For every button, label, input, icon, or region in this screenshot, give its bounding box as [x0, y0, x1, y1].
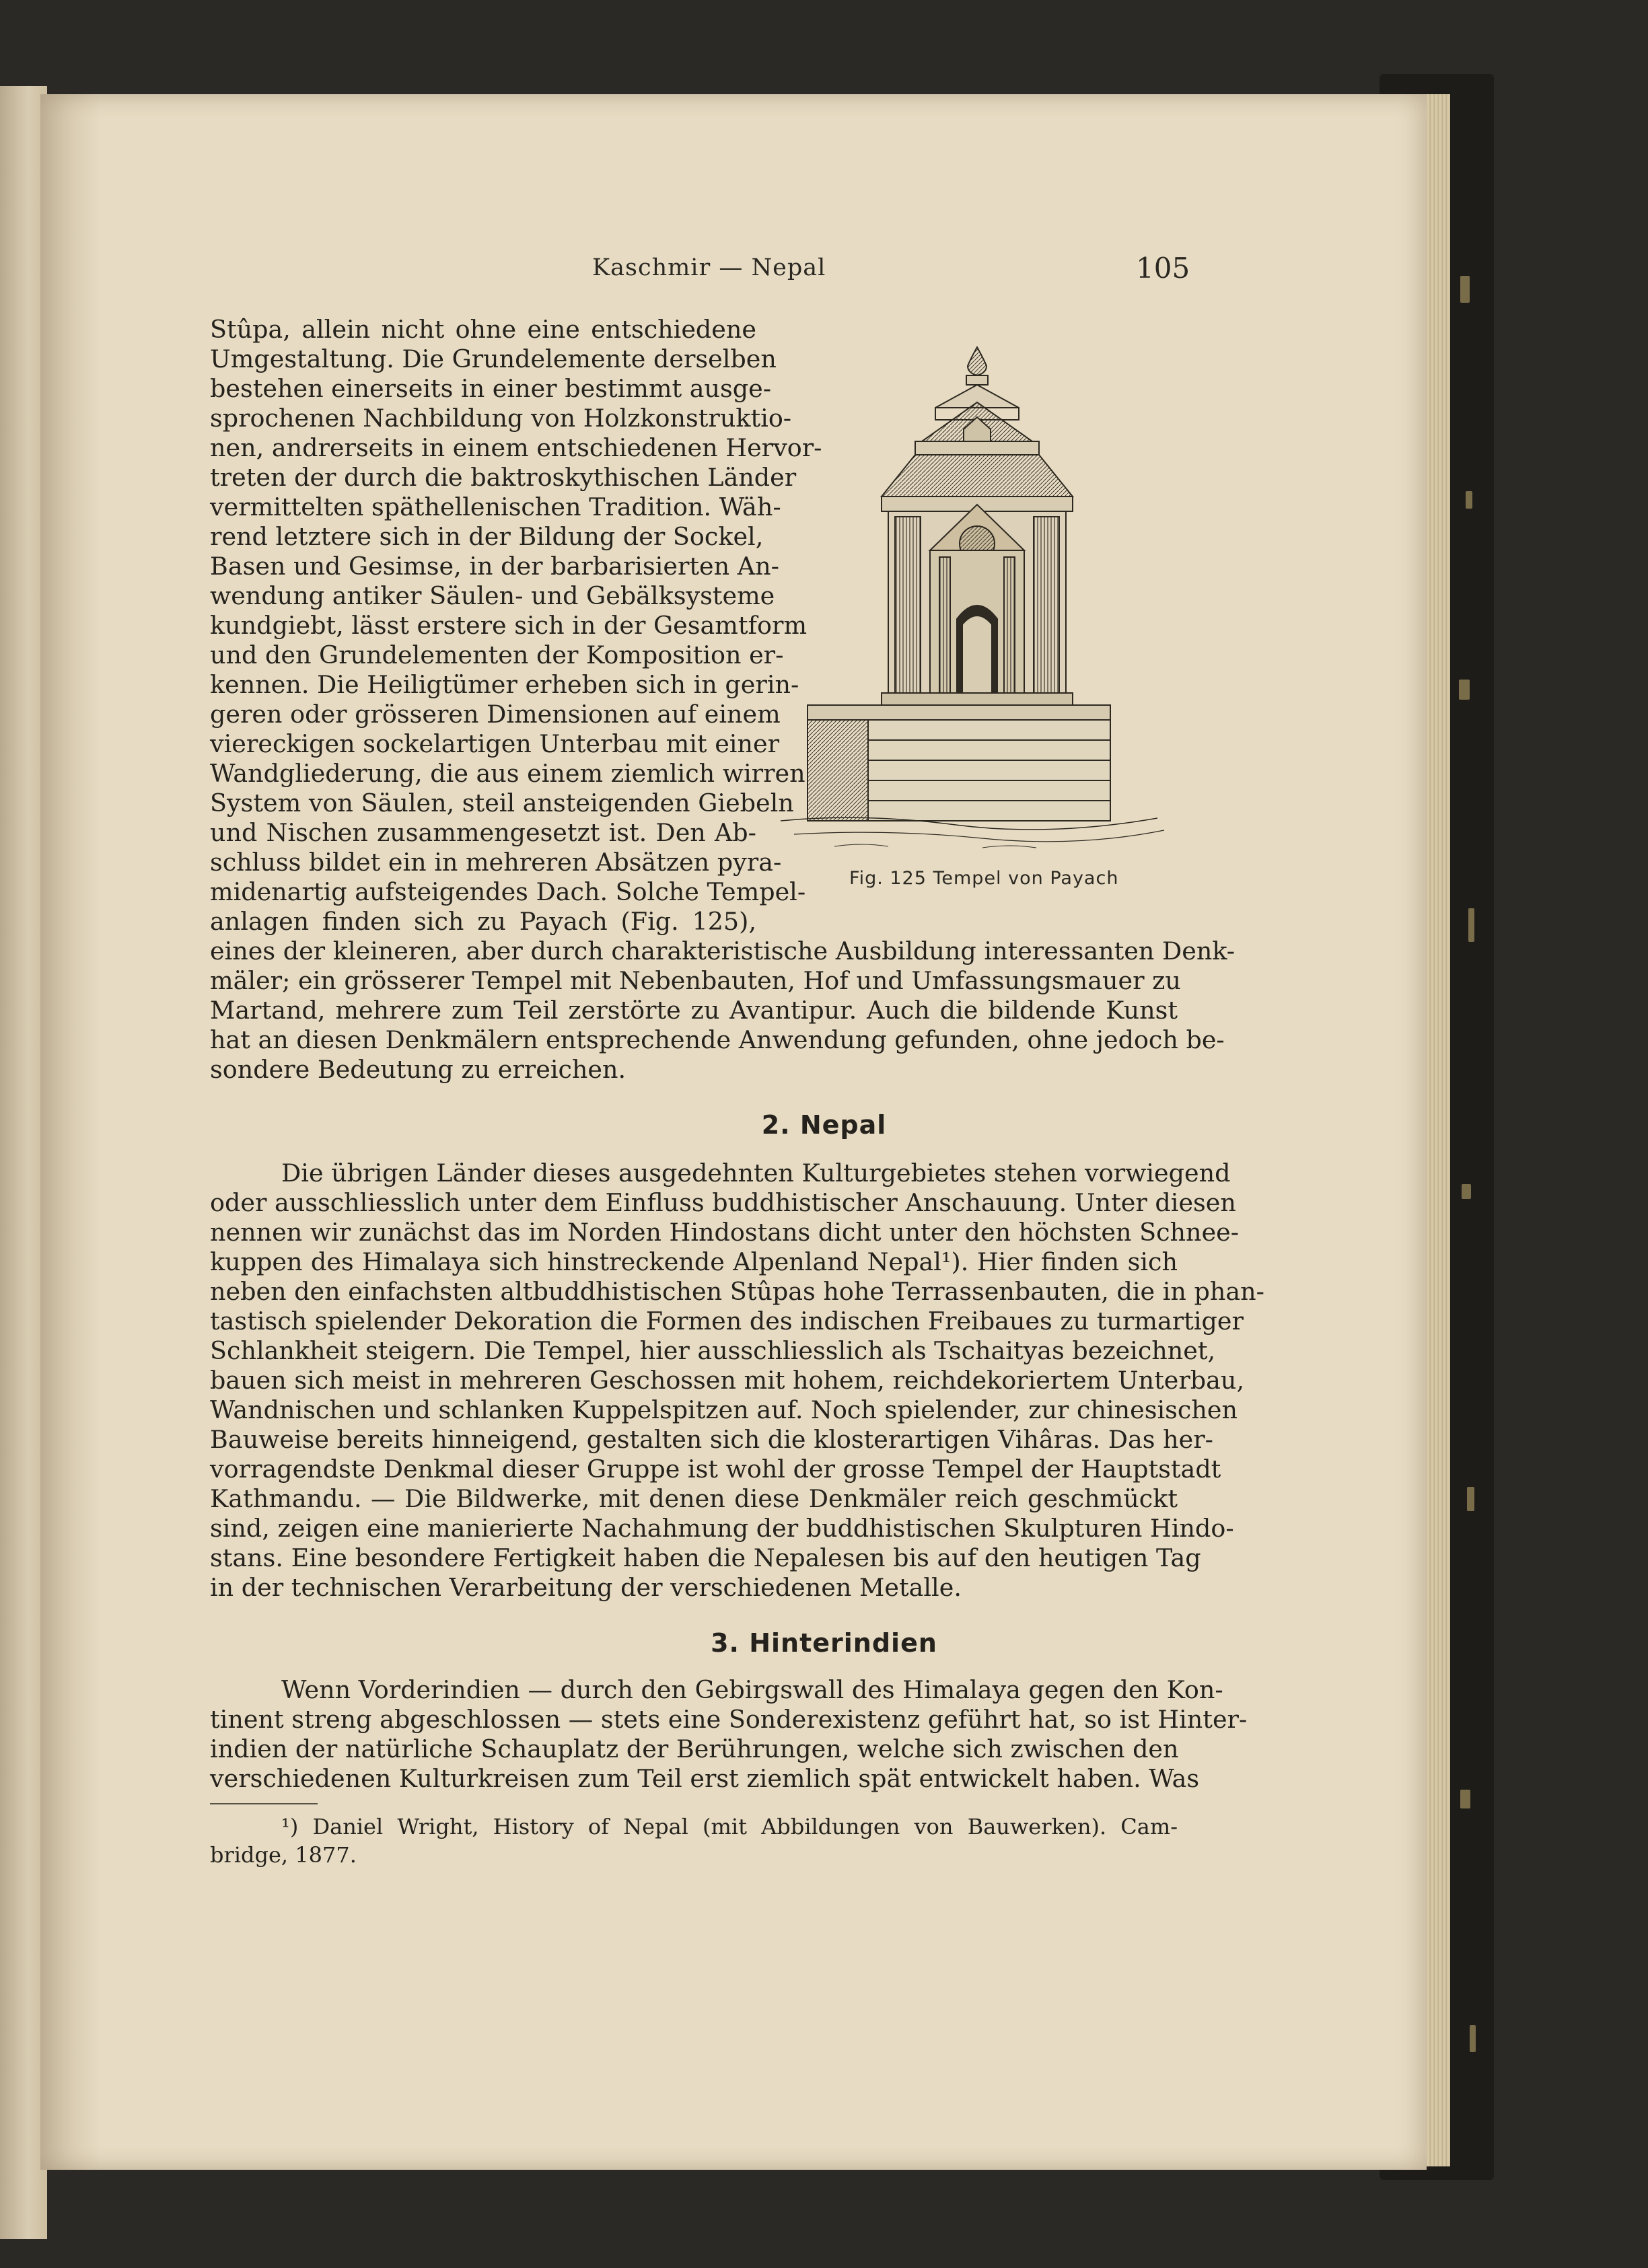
running-head-title: Kaschmir — Nepal — [592, 254, 826, 281]
page-number: 105 — [1136, 252, 1190, 285]
text-line: Umgestaltung. Die Grundelemente derselben — [210, 344, 777, 373]
section-heading-hinterindien: 3. Hinterindien — [711, 1628, 937, 1658]
text-line: nen, andrerseits in einem entschiedenen Hervor- — [210, 433, 822, 462]
text-line: indien der natürliche Schauplatz der Berührungen, welche sich zwischen den — [210, 1734, 1179, 1763]
text-line: kuppen des Himalaya sich hinstreckende Alpenland Nepal¹). Hier finden sich — [210, 1247, 1178, 1276]
text-line: bestehen einerseits in einer bestimmt ausge- — [210, 374, 772, 403]
text-line: rend letztere sich in der Bildung der Sockel, — [210, 522, 764, 551]
text-line: kundgiebt, lässt erstere sich in der Gesamtform — [210, 611, 808, 640]
text-line: midenartig aufsteigendes Dach. Solche Tempel- — [210, 877, 806, 906]
footnote-line: bridge, 1877. — [210, 1842, 357, 1868]
text-line: Martand, mehrere zum Teil zerstörte zu Avantipur. Auch die bildende Kunst — [210, 996, 1178, 1025]
text-line: viereckigen sockelartigen Unterbau mit einer — [210, 729, 780, 758]
text-line: in der technischen Verarbeitung der verschiedenen Metalle. — [210, 1573, 962, 1602]
section-heading-nepal: 2. Nepal — [761, 1110, 887, 1140]
text-line: sind, zeigen eine manierierte Nachahmung der buddhistischen Skulpturen Hindo- — [210, 1514, 1234, 1543]
text-line: mäler; ein grösserer Tempel mit Nebenbauten, Hof und Umfassungsmauer zu — [210, 966, 1181, 995]
text-line: Die übrigen Länder dieses ausgedehnten Kulturgebietes stehen vorwiegend — [281, 1159, 1231, 1187]
text-line: nennen wir zunächst das im Norden Hindostans dicht unter den höchsten Schnee- — [210, 1218, 1240, 1247]
text-line: System von Säulen, steil ansteigenden Giebeln — [210, 789, 794, 817]
text-line: stans. Eine besondere Fertigkeit haben die Nepalesen bis auf den heutigen Tag — [210, 1543, 1201, 1572]
text-line: und den Grundelementen der Komposition er- — [210, 641, 784, 669]
text-line: Wenn Vorderindien — durch den Gebirgswall des Himalaya gegen den Kon- — [281, 1675, 1223, 1704]
text-line: geren oder grösseren Dimensionen auf einem — [210, 700, 781, 729]
text-line: treten der durch die baktroskythischen Länder — [210, 463, 797, 492]
text-line: vorragendste Denkmal dieser Gruppe ist wohl der grosse Tempel der Hauptstadt — [210, 1455, 1221, 1484]
text-line: sprochenen Nachbildung von Holzkonstruktio- — [210, 404, 792, 433]
text-line: oder ausschliesslich unter dem Einfluss buddhistischer Anschauung. Unter diesen — [210, 1188, 1236, 1217]
footnote-line: ¹) Daniel Wright, History of Nepal (mit Abbildungen von Bauwerken). Cam- — [281, 1814, 1178, 1839]
text-line: anlagen finden sich zu Payach (Fig. 125), — [210, 907, 756, 936]
text-line: und Nischen zusammengesetzt ist. Den Ab- — [210, 818, 756, 847]
temple-illustration — [781, 328, 1178, 853]
text-line: Kathmandu. — Die Bildwerke, mit denen diese Denkmäler reich geschmückt — [210, 1484, 1178, 1513]
text-line: hat an diesen Denkmälern entsprechende Anwendung gefunden, ohne jedoch be- — [210, 1025, 1225, 1054]
text-line: Wandnischen und schlanken Kuppelspitzen auf. Noch spielender, zur chinesischen — [210, 1395, 1238, 1424]
text-line: verschiedenen Kulturkreisen zum Teil erst ziemlich spät entwickelt haben. Was — [210, 1764, 1200, 1793]
text-line: sondere Bedeutung zu erreichen. — [210, 1055, 626, 1084]
text-line: bauen sich meist in mehreren Geschossen mit hohem, reichdekoriertem Unterbau, — [210, 1366, 1245, 1395]
text-line: kennen. Die Heiligtümer erheben sich in gerin- — [210, 670, 799, 699]
text-line: Stûpa, allein nicht ohne eine entschiedene — [210, 315, 756, 344]
text-line: vermittelten späthellenischen Tradition. Wäh- — [210, 492, 781, 521]
figure-caption: Fig. 125 Tempel von Payach — [849, 868, 1119, 889]
text-line: tastisch spielender Dekoration die Formen des indischen Freibaues zu turmartiger — [210, 1307, 1244, 1336]
text-line: Bauweise bereits hinneigend, gestalten sich die klosterartigen Vihâras. Das her- — [210, 1425, 1214, 1454]
text-line: Wandgliederung, die aus einem ziemlich wirren — [210, 759, 805, 788]
text-line: tinent streng abgeschlossen — stets eine Sonderexistenz geführt hat, so ist Hinter- — [210, 1705, 1248, 1734]
footnote-rule — [210, 1803, 318, 1804]
text-line: wendung antiker Säulen- und Gebälksysteme — [210, 581, 775, 610]
text-line: Schlankheit steigern. Die Tempel, hier ausschliesslich als Tschaityas bezeichnet, — [210, 1336, 1216, 1365]
text-line: neben den einfachsten altbuddhistischen Stûpas hohe Terrassenbauten, die in phan- — [210, 1277, 1265, 1306]
text-line: schluss bildet ein in mehreren Absätzen pyra- — [210, 848, 782, 877]
text-line: eines der kleineren, aber durch charakteristische Ausbildung interessanten Denk- — [210, 937, 1235, 965]
text-line: Basen und Gesimse, in der barbarisierten An- — [210, 552, 779, 581]
